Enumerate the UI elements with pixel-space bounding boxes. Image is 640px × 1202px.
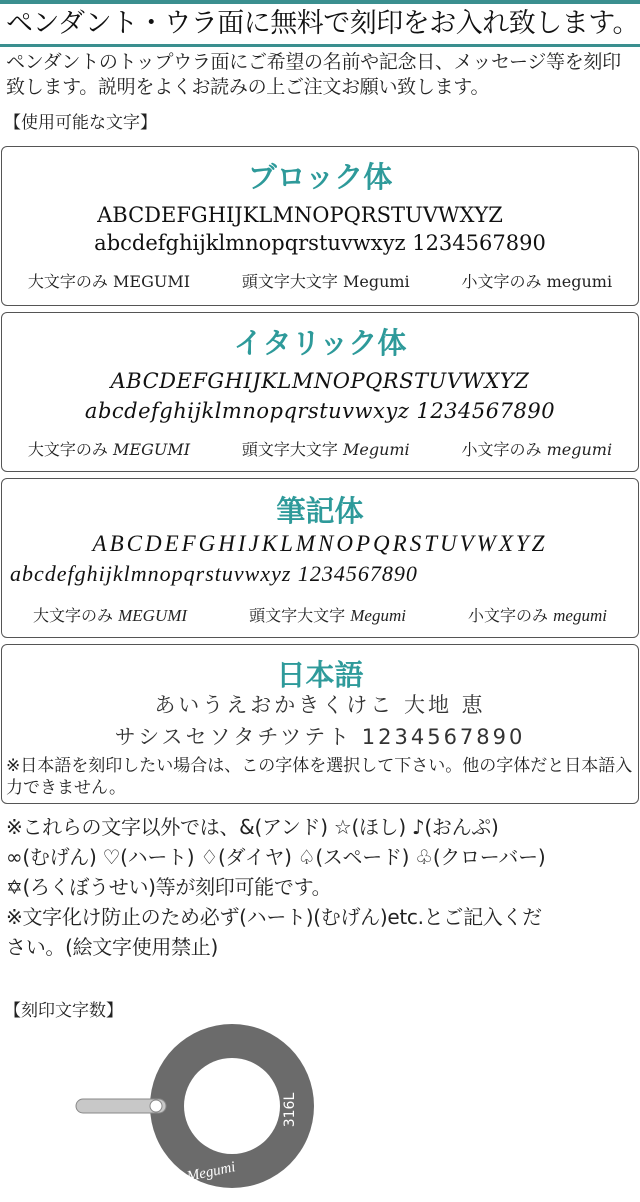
note-line: ∞(むげん) ♡(ハート) ♢(ダイヤ) ♤(スペード) ♧(クローバー) — [6, 845, 546, 869]
example-label: 大文字のみ — [27, 272, 108, 291]
example-capitalized — [242, 437, 410, 460]
example-label: 小文字のみ — [461, 272, 542, 291]
example-label: 小文字のみ — [468, 606, 549, 625]
example-capitalized — [249, 603, 406, 626]
example-value: Megumi — [342, 272, 410, 291]
script-font-examples — [2, 603, 638, 626]
example-label: 小文字のみ — [461, 440, 542, 459]
italic-font-title: イタリック体 — [233, 326, 407, 360]
example-lowercase — [461, 437, 612, 460]
note-line: ※これらの文字以外では、&(アンド) ☆(ほし) ♪(おんぷ) — [6, 815, 499, 839]
example-label: 大文字のみ — [27, 440, 108, 459]
example-label: 大文字のみ — [33, 606, 114, 625]
japanese-font-box — [1, 644, 639, 804]
japanese-font-line1: あいうえおかきくけこ 大地 恵 — [154, 693, 486, 717]
italic-font-examples — [2, 437, 638, 460]
example-uppercase — [33, 603, 187, 626]
example-label: 頭文字大文字 — [249, 606, 346, 625]
script-font-lower: abcdefghijklmnopqrstuvwxyz 1234567890 — [10, 561, 418, 586]
block-font-box — [1, 146, 639, 306]
fonts-section-label: 【使用可能な文字】 — [4, 113, 157, 133]
note-line: ✡(ろくぼうせい)等が刻印可能です。 — [6, 875, 332, 899]
italic-font-box — [1, 312, 639, 472]
example-value: megumi — [546, 272, 613, 291]
ring-hook-hole — [150, 1100, 162, 1112]
example-value: Megumi — [350, 606, 406, 625]
example-lowercase — [468, 603, 607, 626]
block-font-examples — [2, 269, 638, 292]
ring-text-side: 316L — [282, 1092, 298, 1128]
block-font-upper: ABCDEFGHIJKLMNOPQRSTUVWXYZ — [97, 203, 503, 227]
italic-font-upper: ABCDEFGHIJKLMNOPQRSTUVWXYZ — [110, 369, 530, 393]
example-label: 頭文字大文字 — [241, 440, 338, 459]
example-lowercase — [461, 269, 612, 292]
script-font-upper: ABCDEFGHIJKLMNOPQRSTUVWXYZ — [92, 531, 548, 556]
ring-hole — [184, 1058, 280, 1154]
script-font-title: 筆記体 — [276, 494, 364, 528]
count-section-label: 【刻印文字数】 — [4, 1001, 123, 1021]
example-value: megumi — [553, 606, 607, 625]
block-font-title: ブロック体 — [247, 160, 393, 194]
pendant-ring-illustration — [70, 1018, 330, 1198]
block-font-lower: abcdefghijklmnopqrstuvwxyz 1234567890 — [94, 231, 546, 255]
symbol-notes — [6, 812, 636, 962]
example-label: 頭文字大文字 — [241, 272, 338, 291]
japanese-font-line2: サシスセソタチツテト 1234567890 — [114, 725, 526, 749]
note-line: さい。(絵文字使用禁止) — [6, 935, 219, 959]
example-value: Megumi — [342, 440, 410, 459]
example-capitalized — [242, 269, 410, 292]
example-uppercase — [28, 269, 190, 292]
example-uppercase — [28, 437, 190, 460]
example-value: MEGUMI — [113, 272, 191, 291]
pendant-ring-svg — [70, 1018, 330, 1198]
note-line: ※文字化け防止のため必ず(ハート)(むげん)etc.とご記入くだ — [6, 905, 542, 929]
ring-text-bottom: Megumi — [185, 1159, 237, 1186]
italic-font-lower: abcdefghijklmnopqrstuvwxyz 1234567890 — [84, 399, 556, 423]
example-value: megumi — [546, 440, 613, 459]
japanese-font-title: 日本語 — [276, 658, 364, 692]
page-title: ペンダント・ウラ面に無料で刻印をお入れ致します。 — [6, 8, 640, 39]
example-value: MEGUMI — [113, 440, 191, 459]
intro-text: ペンダントのトップウラ面にご希望の名前や記念日、メッセージ等を刻印致します。説明をよくお読みの上ご注文お願い致します。 — [6, 51, 621, 98]
japanese-note: ※日本語を刻印したい場合は、この字体を選択して下さい。他の字体だと日本語入力できません。 — [6, 756, 633, 798]
example-value: MEGUMI — [118, 606, 188, 625]
script-font-box — [1, 478, 639, 638]
